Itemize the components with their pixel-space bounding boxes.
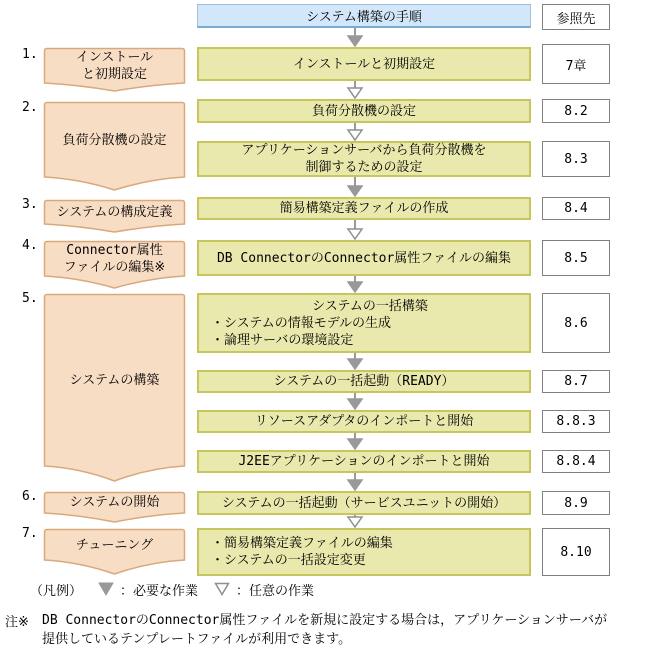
step-number-2: 2. — [22, 100, 38, 115]
step-label: Connector属性 ファイルの編集※ — [63, 243, 166, 275]
ref-box: 8.9 — [542, 491, 610, 515]
step-shape-load-balancer — [43, 101, 186, 191]
down-arrow-icon — [346, 276, 364, 293]
down-arrow-icon — [346, 353, 364, 370]
flow-box-batch-start-ready: システムの一括起動（READY） — [197, 370, 531, 393]
required-arrow-icon — [98, 582, 114, 596]
diagram-title: システム構築の手順 — [306, 10, 422, 25]
down-arrow-icon — [346, 473, 364, 491]
step-number-6: 6. — [22, 489, 38, 504]
step-shape-system-start — [43, 491, 186, 524]
footnote-text: DB ConnectorのConnector属性ファイルを新規に設定する場合は，アプリケーションサーバが 提供しているテンプレートファイルが利用できます。 — [42, 613, 608, 647]
step-number-5: 5. — [22, 291, 38, 306]
flow-box-simple-build-file: 簡易構築定義ファイルの作成 — [197, 197, 531, 220]
flow-box-resource-adapter-import: リソースアダプタのインポートと開始 — [197, 410, 531, 433]
down-arrow-icon — [346, 433, 364, 450]
flow-box-j2ee-app-import: J2EEアプリケーションのインポートと開始 — [197, 450, 531, 473]
down-arrow-icon — [346, 123, 364, 141]
flow-box-app-server-lb-control: アプリケーションサーバから負荷分散機を 制御するための設定 — [197, 141, 531, 177]
step-label: システムの構成定義 — [56, 204, 173, 220]
step-shape-config-definition — [43, 199, 186, 234]
step-label: チューニング — [75, 537, 154, 553]
ref-box: 8.6 — [542, 293, 610, 353]
flow-box-tuning-tasks: ・簡易構築定義ファイルの編集 ・システムの一括設定変更 — [197, 528, 531, 576]
ref-box: 8.10 — [542, 528, 610, 576]
step-shape-system-build — [43, 293, 186, 483]
down-arrow-icon — [346, 81, 364, 99]
step-number-4: 4. — [22, 238, 38, 253]
flow-box-load-balancer-setup: 負荷分散機の設定 — [197, 99, 531, 123]
step-label: システムの開始 — [69, 495, 160, 510]
reference-column-header — [542, 4, 610, 30]
step-label: システムの構築 — [69, 372, 160, 388]
flow-box-db-connector-edit: DB ConnectorのConnector属性ファイルの編集 — [197, 240, 531, 276]
legend — [30, 579, 320, 599]
flow-box-batch-build: システムの一括構築 ・システムの情報モデルの生成 ・論理サーバの環境設定 — [197, 293, 531, 353]
ref-box: 8.8.3 — [542, 410, 610, 433]
step-number-7: 7. — [22, 526, 38, 541]
down-arrow-icon — [346, 515, 364, 528]
footnote-marker: 注※ — [5, 615, 29, 630]
ref-box: 8.2 — [542, 99, 610, 123]
diagram-title-box — [197, 4, 531, 28]
ref-box: 8.8.4 — [542, 450, 610, 473]
step-number-3: 3. — [22, 197, 38, 212]
ref-box: 7章 — [542, 44, 610, 84]
step-number-1: 1. — [22, 47, 38, 62]
step-shape-install — [43, 47, 186, 93]
ref-box: 8.4 — [542, 197, 610, 220]
legend-required-label: ：必要な作業 — [120, 583, 199, 599]
down-arrow-icon — [346, 177, 364, 197]
step-shape-tuning — [43, 528, 186, 576]
reference-header-label: 参照先 — [556, 11, 596, 27]
ref-box: 8.3 — [542, 141, 610, 177]
down-arrow-icon — [346, 28, 364, 47]
flow-box-batch-start-service-unit: システムの一括起動（サービスユニットの開始） — [197, 491, 531, 515]
flow-box-install-setup: インストールと初期設定 — [197, 47, 531, 81]
ref-box: 8.5 — [542, 240, 610, 276]
step-label: インストール と初期設定 — [75, 50, 154, 82]
ref-box: 8.7 — [542, 370, 610, 393]
step-shape-connector-attr — [43, 240, 186, 290]
step-label: 負荷分散機の設定 — [62, 132, 167, 148]
legend-optional-label: ：任意の作業 — [236, 583, 315, 599]
down-arrow-icon — [346, 393, 364, 410]
legend-label: （凡例） — [30, 583, 83, 599]
down-arrow-icon — [346, 220, 364, 240]
optional-arrow-icon — [214, 582, 230, 596]
